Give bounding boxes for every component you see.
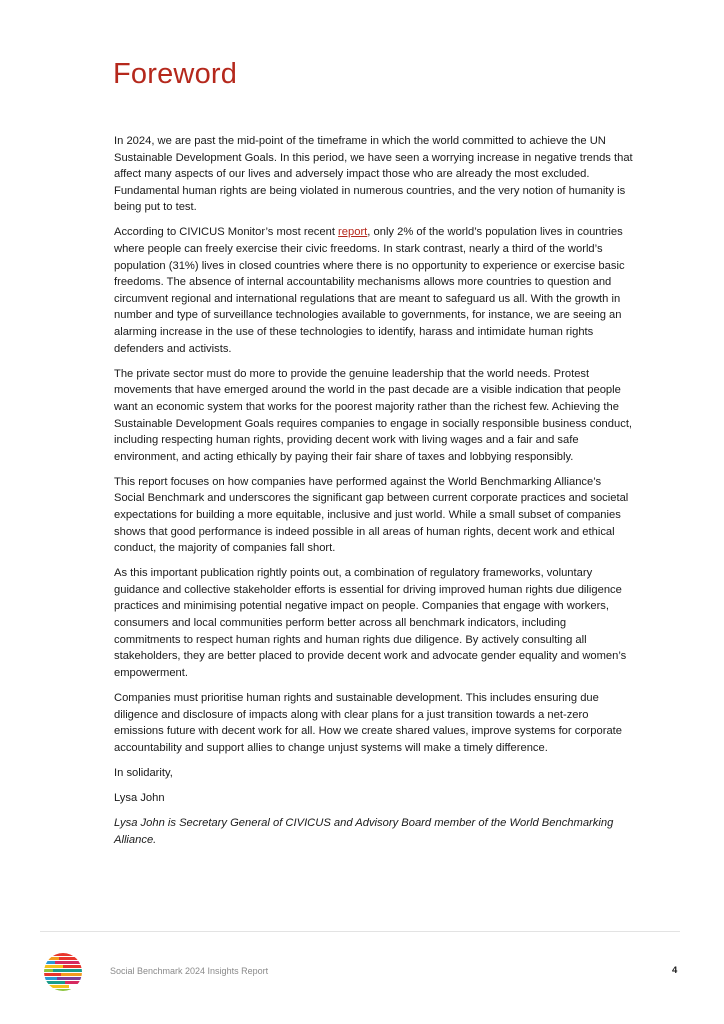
report-link[interactable]: report xyxy=(338,226,368,239)
paragraph-6: Companies must prioritise human rights and sustainable development. This includes ensuring due diligence and disclosure of impacts along with clear plans for a just transition towards a net-zero emissions future with decent work for all. How we create shared values, improve systems for corporate accountability and support allies to change unjust systems will make a timely difference. xyxy=(114,691,622,754)
paragraph-3: The private sector must do more to provide the genuine leadership that the world needs. Protest movements that have emerged around the world in the past decade are a visible indication that people want an economic system that works for the poorest majority rather than the richest few. Achieving the Sustainable Development Goals requires companies to engage in socially responsible business conduct, including respecting human rights, providing decent work with living wages and a fair and safe environment, and acting ethically by paying their fair share of taxes and lobbying responsibly. xyxy=(114,367,633,463)
paragraph-4: This report focuses on how companies have performed against the World Benchmarking Alliance’s Social Benchmark and underscores the significant gap between current corporate practices and societal expectations for building a more equitable, inclusive and just world. While a small subset of companies shows that good performance is indeed possible in all areas of human rights, decent work and ethical conduct, the majority of companies fall short. xyxy=(114,475,629,555)
footer-divider xyxy=(40,931,680,932)
signature-name: Lysa John xyxy=(114,791,165,804)
footer-report-name: Social Benchmark 2024 Insights Report xyxy=(110,966,269,976)
paragraph-1: In 2024, we are past the mid-point of the timeframe in which the world committed to achieve the UN Sustainable Development Goals. In this period, we have seen a worrying increase in negative trends that affect many aspects of our lives and adversely impact those who are already the most excluded. Fundamental human rights are being violated in numerous countries, and the very notion of humanity is being put to test. xyxy=(114,135,633,214)
wba-logo-icon xyxy=(43,952,83,992)
page-title: Foreword xyxy=(113,58,238,90)
paragraph-5: As this important publication rightly points out, a combination of regulatory frameworks, voluntary guidance and collective stakeholder efforts is essential for driving improved human rights due diligence practices and minimising potential negative impact on people. Companies that engage with workers, consumers and local communities perform better across all benchmark indicators, including commitments to respect human rights and human rights due diligence. By actively consulting all stakeholders, they are better placed to provide decent work and advocate gender equality and women’s empowerment. xyxy=(114,567,627,679)
foreword-body xyxy=(114,133,634,857)
paragraph-2 xyxy=(114,224,634,357)
page-number: 4 xyxy=(672,965,678,976)
signature-note: Lysa John is Secretary General of CIVICUS and Advisory Board member of the World Benchmarking Alliance. xyxy=(114,816,614,846)
paragraph-2-end: , only 2% of the world’s population lives in countries where people can freely exercise their civic freedoms. In stark contrast, nearly a third of the world’s population (31%) lives in closed countries where there is no opportunity to experience or exercise basic freedoms. The absence of internal accountability mechanisms allows more countries to question and circumvent regional and international regulations that are meant to safeguard us all. With the growth in number and type of surveillance technologies available to governments, for instance, we are seeing an alarming increase in the use of these technologies to identify, harass and intimidate human rights defenders and activists. xyxy=(114,226,625,355)
paragraph-2-start: According to CIVICUS Monitor’s most recent xyxy=(114,226,339,239)
signature-closing: In solidarity, xyxy=(114,766,173,779)
